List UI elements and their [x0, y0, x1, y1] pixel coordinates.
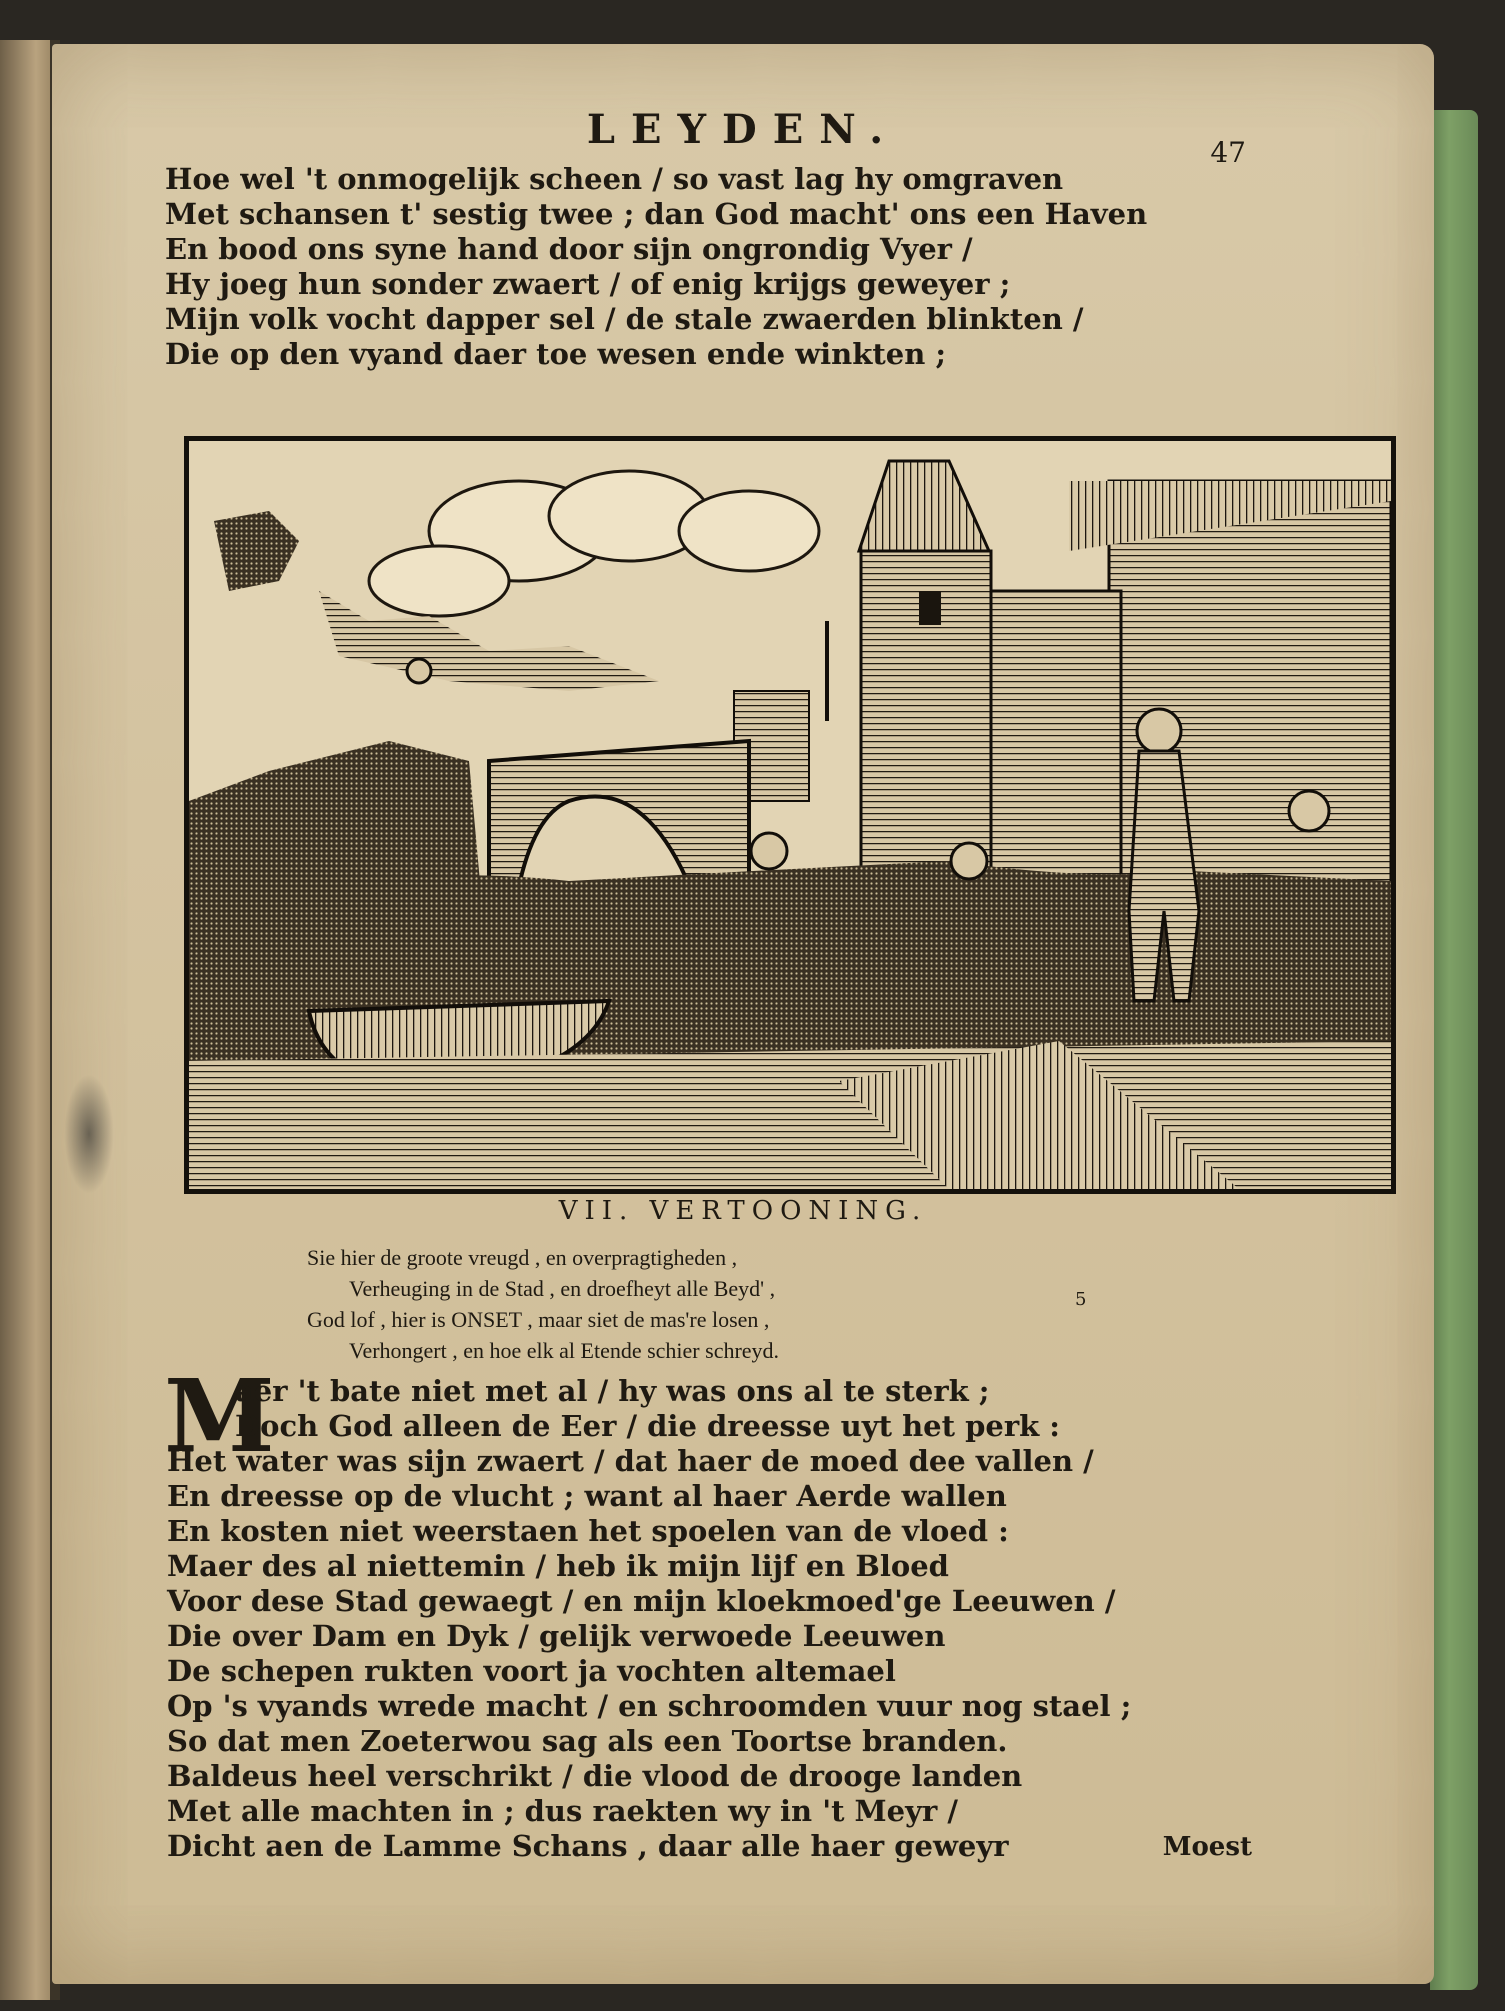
verse-line: So dat men Zoeterwou sag als een Toortse branden. — [167, 1724, 1008, 1758]
verse-line: En dreesse op de vlucht ; want al haer Aerde wallen — [167, 1479, 1007, 1513]
verse-line: Met alle machten in ; dus raekten wy in 't Meyr / — [167, 1794, 958, 1828]
woodcut-image — [189, 441, 1391, 1189]
woodcut-illustration — [184, 436, 1396, 1194]
verse-line: De schepen rukten voort ja vochten altemael — [167, 1654, 896, 1688]
verse-line: Baldeus heel verschrikt / die vlood de drooge landen — [167, 1759, 1023, 1793]
book-page — [52, 44, 1434, 1984]
verse-line: Op 's vyands wrede macht / en schroomden vuur nog stael ; — [167, 1689, 1132, 1723]
verse-line: Hy joeg hun sonder zwaert / of enig krijgs geweyer ; — [165, 267, 1011, 301]
verse-line: Met schansen t' sestig twee ; dan God macht' ons een Haven — [165, 197, 1148, 231]
verse-line: Doch God alleen de Eer / die dreesse uyt het perk : — [235, 1409, 1061, 1443]
motto-line: Sie hier de groote vreugd , en overpragtigheden , — [307, 1245, 738, 1270]
verse-line: En bood ons syne hand door sijn ongrondig Vyer / — [165, 232, 973, 266]
verse-bottom — [167, 1374, 1131, 1864]
drop-cap: M — [164, 1357, 275, 1475]
verse-top — [165, 162, 1147, 372]
running-head: LEYDEN. — [586, 106, 900, 153]
page-stain — [64, 1074, 114, 1194]
book-cover-edge — [1430, 110, 1478, 1990]
verse-line: Voor dese Stad gewaegt / en mijn kloekmoed'ge Leeuwen / — [167, 1584, 1116, 1618]
verse-line: En kosten niet weerstaen het spoelen van de vloed : — [167, 1514, 1009, 1548]
motto-line: Verheuging in de Stad , en droefheyt alle Beyd' , — [349, 1276, 776, 1301]
verse-line: Hoe wel 't onmogelijk scheen / so vast lag hy omgraven — [165, 162, 1064, 196]
verse-line: Die over Dam en Dyk / gelijk verwoede Leeuwen — [167, 1619, 946, 1653]
motto-verse — [307, 1242, 779, 1366]
motto-line: God lof , hier is ONSET , maar siet de mas're losen , — [307, 1307, 770, 1332]
verse-line: Maer des al niettemin / heb ik mijn lijf en Bloed — [167, 1549, 949, 1583]
verse-line: Mijn volk vocht dapper sel / de stale zwaerden blinkten / — [165, 302, 1084, 336]
catchword: Moest — [1162, 1832, 1252, 1862]
verse-line: aer 't bate niet met al / hy was ons al te sterk ; — [235, 1374, 990, 1408]
margin-mark: 5 — [1075, 1289, 1087, 1310]
verse-line: Die op den vyand daer toe wesen ende winkten ; — [165, 337, 947, 371]
verse-line: Het water was sijn zwaert / dat haer de moed dee vallen / — [167, 1444, 1094, 1478]
motto-line: Verhongert , en hoe elk al Etende schier schreyd. — [349, 1338, 780, 1363]
page-number: 47 — [1210, 136, 1246, 169]
plate-caption: VII. VERTOONING. — [558, 1196, 928, 1226]
verse-line: Dicht aen de Lamme Schans , daar alle haer geweyr — [167, 1829, 1009, 1863]
